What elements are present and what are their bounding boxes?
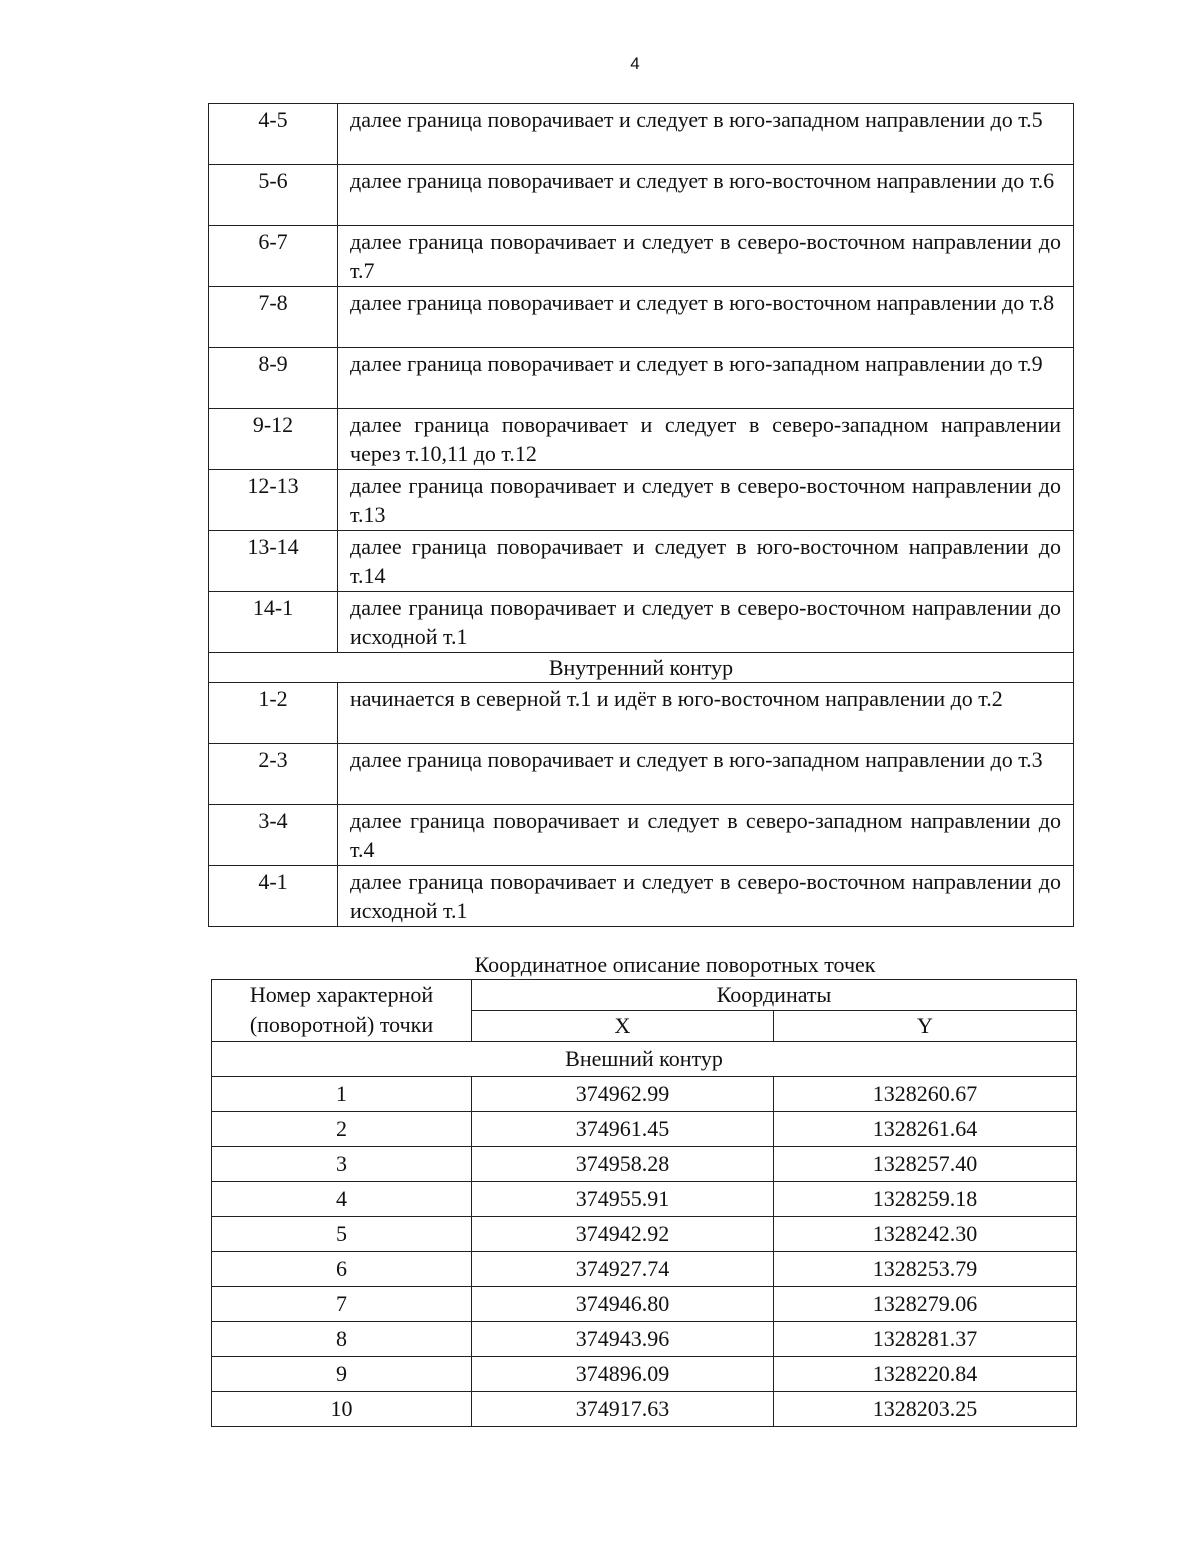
y-cell: 1328281.37 [774, 1322, 1077, 1357]
table-row [209, 165, 1074, 226]
table-row [209, 409, 1074, 470]
description-cell: начинается в северной т.1 и идёт в юго-восточном направлении до т.2 [338, 683, 1074, 744]
segment-cell: 5-6 [209, 165, 338, 226]
table-row [212, 1287, 1077, 1322]
x-cell: 374946.80 [472, 1287, 774, 1322]
section-header-row [209, 653, 1074, 683]
outer-rows [209, 104, 1074, 653]
point-number-cell: 4 [212, 1182, 472, 1217]
table-row [212, 1147, 1077, 1182]
segment-cell: 8-9 [209, 348, 338, 409]
description-cell: далее граница поворачивает и следует в юго-восточном направлении до т.8 [338, 287, 1074, 348]
description-cell: далее граница поворачивает и следует в юго-западном направлении до т.3 [338, 744, 1074, 805]
x-cell: 374927.74 [472, 1252, 774, 1287]
table-row [212, 1392, 1077, 1427]
boundary-description-table [208, 103, 1074, 927]
segment-cell: 14-1 [209, 592, 338, 653]
table-row [212, 1217, 1077, 1252]
description-cell: далее граница поворачивает и следует в юго-западном направлении до т.9 [338, 348, 1074, 409]
x-cell: 374942.92 [472, 1217, 774, 1252]
segment-cell: 3-4 [209, 805, 338, 866]
table-row [209, 226, 1074, 287]
y-cell: 1328260.67 [774, 1077, 1077, 1112]
x-cell: 374955.91 [472, 1182, 774, 1217]
y-cell: 1328203.25 [774, 1392, 1077, 1427]
coordinates-title: Координатное описание поворотных точек [474, 952, 876, 977]
page-number: 4 [630, 54, 640, 73]
y-cell: 1328253.79 [774, 1252, 1077, 1287]
x-header: X [472, 1011, 774, 1042]
point-number-cell: 8 [212, 1322, 472, 1357]
table-row [209, 348, 1074, 409]
table-row [209, 592, 1074, 653]
segment-cell: 2-3 [209, 744, 338, 805]
outer-contour-title: Внешний контур [212, 1042, 1077, 1077]
section-header-row [212, 1042, 1077, 1077]
table-row [212, 1112, 1077, 1147]
coordinates-header: Координаты [472, 980, 1077, 1011]
description-cell: далее граница поворачивает и следует в северо-восточном направлении до исходной т.1 [338, 866, 1074, 927]
point-number-cell: 10 [212, 1392, 472, 1427]
description-cell: далее граница поворачивает и следует в северо-западном направлении до т.4 [338, 805, 1074, 866]
header-row [212, 980, 1077, 1011]
description-cell: далее граница поворачивает и следует в юго-восточном направлении до т.6 [338, 165, 1074, 226]
segment-cell: 9-12 [209, 409, 338, 470]
table-row [209, 287, 1074, 348]
segment-cell: 7-8 [209, 287, 338, 348]
table-row [209, 866, 1074, 927]
description-cell: далее граница поворачивает и следует в северо-западном направлении через т.10,11 до т.12 [338, 409, 1074, 470]
point-number-cell: 6 [212, 1252, 472, 1287]
x-cell: 374962.99 [472, 1077, 774, 1112]
segment-cell: 4-1 [209, 866, 338, 927]
table-row [209, 805, 1074, 866]
x-cell: 374958.28 [472, 1147, 774, 1182]
segment-cell: 13-14 [209, 531, 338, 592]
table-row [212, 1322, 1077, 1357]
inner-contour-section [209, 653, 1074, 927]
point-number-cell: 2 [212, 1112, 472, 1147]
y-cell: 1328261.64 [774, 1112, 1077, 1147]
y-cell: 1328242.30 [774, 1217, 1077, 1252]
point-number-cell: 9 [212, 1357, 472, 1392]
table-row [212, 1252, 1077, 1287]
point-number-cell: 5 [212, 1217, 472, 1252]
description-cell: далее граница поворачивает и следует в юго-западном направлении до т.5 [338, 104, 1074, 165]
y-cell: 1328220.84 [774, 1357, 1077, 1392]
segment-cell: 4-5 [209, 104, 338, 165]
x-cell: 374961.45 [472, 1112, 774, 1147]
table-row [209, 531, 1074, 592]
table-row [209, 744, 1074, 805]
table-row [209, 470, 1074, 531]
segment-cell: 12-13 [209, 470, 338, 531]
table-row [209, 104, 1074, 165]
y-cell: 1328259.18 [774, 1182, 1077, 1217]
x-cell: 374943.96 [472, 1322, 774, 1357]
x-cell: 374917.63 [472, 1392, 774, 1427]
table-row [209, 683, 1074, 744]
x-cell: 374896.09 [472, 1357, 774, 1392]
segment-cell: 1-2 [209, 683, 338, 744]
coordinates-table [211, 979, 1077, 1427]
inner-contour-title: Внутренний контур [209, 653, 1074, 683]
point-number-cell: 1 [212, 1077, 472, 1112]
table-row [212, 1357, 1077, 1392]
y-header: Y [774, 1011, 1077, 1042]
description-cell: далее граница поворачивает и следует в юго-восточном направлении до т.14 [338, 531, 1074, 592]
table-row [212, 1182, 1077, 1217]
point-number-cell: 7 [212, 1287, 472, 1322]
description-cell: далее граница поворачивает и следует в северо-восточном направлении до т.7 [338, 226, 1074, 287]
segment-cell: 6-7 [209, 226, 338, 287]
description-cell: далее граница поворачивает и следует в северо-восточном направлении до т.13 [338, 470, 1074, 531]
y-cell: 1328279.06 [774, 1287, 1077, 1322]
description-cell: далее граница поворачивает и следует в северо-восточном направлении до исходной т.1 [338, 592, 1074, 653]
point-number-cell: 3 [212, 1147, 472, 1182]
table-row [212, 1077, 1077, 1112]
point-number-header: Номер характерной (поворотной) точки [212, 980, 472, 1042]
y-cell: 1328257.40 [774, 1147, 1077, 1182]
